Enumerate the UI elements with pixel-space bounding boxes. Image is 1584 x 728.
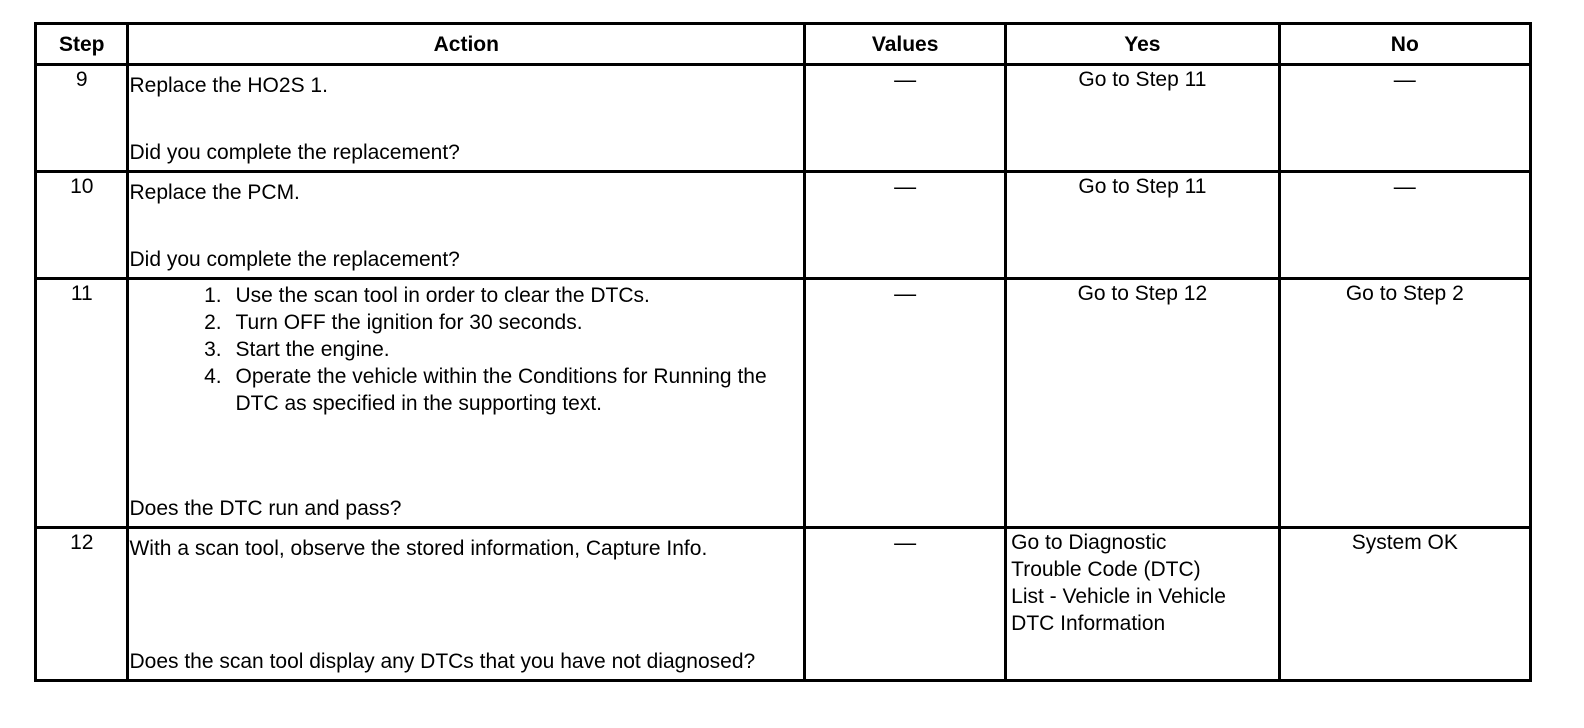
yes-cell: Go to Step 12	[1006, 279, 1279, 528]
values-cell: —	[805, 528, 1006, 681]
action-cell	[128, 279, 805, 528]
header-no: No	[1279, 24, 1530, 65]
action-step-item: 2. Turn OFF the ignition for 30 seconds.	[227, 309, 803, 336]
action-question: Does the DTC run and pass?	[129, 497, 402, 520]
action-question: Did you complete the replacement?	[129, 141, 460, 164]
action-instruction: Replace the PCM.	[129, 181, 300, 204]
action-instruction: Replace the HO2S 1.	[129, 74, 328, 97]
header-action: Action	[128, 24, 805, 65]
action-step-item: 1. Use the scan tool in order to clear the DTCs.	[227, 282, 803, 309]
diagnostic-table	[34, 22, 1532, 682]
step-number: 9	[36, 65, 128, 172]
step-number: 11	[36, 279, 128, 528]
table-row	[36, 528, 1531, 681]
no-cell: —	[1279, 172, 1530, 279]
yes-link-line: Trouble Code (DTC)	[1011, 558, 1201, 581]
action-instruction: With a scan tool, observe the stored information, Capture Info.	[129, 537, 708, 560]
yes-link-line: DTC Information	[1011, 612, 1166, 635]
header-yes: Yes	[1006, 24, 1279, 65]
yes-link-line: Go to Diagnostic	[1011, 531, 1167, 554]
action-question: Does the scan tool display any DTCs that you have not diagnosed?	[129, 650, 756, 673]
values-cell: —	[805, 279, 1006, 528]
yes-cell	[1006, 528, 1279, 681]
yes-cell: Go to Step 11	[1006, 172, 1279, 279]
yes-cell: Go to Step 11	[1006, 65, 1279, 172]
yes-link-line: List - Vehicle in Vehicle	[1011, 585, 1226, 608]
step-number: 10	[36, 172, 128, 279]
table-row	[36, 172, 1531, 279]
no-cell: System OK	[1279, 528, 1530, 681]
action-question: Did you complete the replacement?	[129, 248, 460, 271]
action-cell	[128, 528, 805, 681]
values-cell: —	[805, 65, 1006, 172]
action-step-item: 3. Start the engine.	[227, 336, 803, 363]
no-cell: —	[1279, 65, 1530, 172]
table-row	[36, 279, 1531, 528]
action-cell	[128, 172, 805, 279]
header-values: Values	[805, 24, 1006, 65]
header-step: Step	[36, 24, 128, 65]
no-cell: Go to Step 2	[1279, 279, 1530, 528]
action-cell	[128, 65, 805, 172]
action-step-item: 4. Operate the vehicle within the Conditions for Running the DTC as specified in the supporting text.	[227, 363, 803, 417]
table-row	[36, 65, 1531, 172]
header-row	[36, 24, 1531, 65]
values-cell: —	[805, 172, 1006, 279]
action-step-list	[129, 282, 803, 417]
step-number: 12	[36, 528, 128, 681]
